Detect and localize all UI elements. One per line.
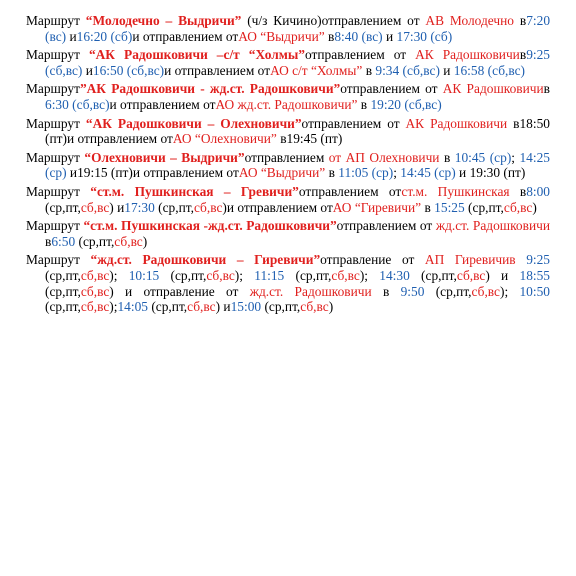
route-text: ) и bbox=[109, 199, 125, 215]
departure-time: 17:30 bbox=[124, 199, 155, 215]
route-text: и bbox=[82, 62, 93, 78]
departure-time: 8:00 bbox=[526, 183, 550, 199]
route-text: ) bbox=[328, 299, 334, 315]
route-text: и bbox=[66, 165, 78, 181]
departure-time: 16:58 (сб,вс) bbox=[453, 62, 526, 78]
route-place: АО “Гиревичи” bbox=[332, 199, 422, 215]
route-text: (ср,пт, bbox=[464, 199, 504, 215]
route-text: (ср,пт, bbox=[45, 283, 81, 299]
route-text: ) и bbox=[215, 299, 231, 315]
route-text: (ср,пт, bbox=[284, 267, 332, 283]
route-text: в bbox=[439, 149, 455, 165]
route-place: АК Радошковичи bbox=[415, 47, 520, 63]
departure-time: 10:15 bbox=[128, 267, 160, 283]
route-place: АО жд.ст. Радошковичи” bbox=[215, 96, 358, 112]
route-text: отправлением от bbox=[340, 81, 443, 97]
departure-time: 11:15 bbox=[254, 267, 285, 283]
route-text: в bbox=[543, 81, 550, 97]
route-entry bbox=[26, 252, 550, 314]
route-place: сб,вс bbox=[80, 299, 110, 315]
route-text: в bbox=[45, 233, 52, 249]
route-text: ); bbox=[109, 299, 118, 315]
route-entry bbox=[26, 184, 550, 215]
route-place: сб,вс bbox=[503, 199, 533, 215]
departure-time: 7:20 (вс) bbox=[45, 13, 551, 44]
route-text: в bbox=[514, 13, 527, 28]
route-place: ст.м. Пушкинская bbox=[401, 183, 510, 199]
route-text: Маршрут bbox=[26, 149, 85, 165]
route-place: АП Гиревичив bbox=[424, 252, 516, 268]
departure-time: 11:05 (ср) bbox=[338, 165, 394, 181]
route-name: “АК Радошковичи – Олехновичи” bbox=[85, 115, 302, 131]
route-text: (ср,пт, bbox=[75, 233, 115, 249]
route-name: “Олехновичи – Выдричи” bbox=[84, 149, 245, 165]
route-text: (ср,пт, bbox=[45, 299, 81, 315]
route-place: АК Радошковичи bbox=[442, 81, 544, 97]
route-place: сб,вс bbox=[300, 299, 329, 315]
route-text: отправлением от bbox=[336, 218, 436, 234]
route-text: отправление от bbox=[320, 252, 425, 268]
route-text: ) bbox=[532, 199, 537, 215]
route-entry bbox=[26, 13, 550, 44]
route-text: в bbox=[421, 199, 435, 215]
route-text: и отправлением от bbox=[132, 28, 239, 44]
route-name: “жд.ст. Радошковичи – Гиревичи” bbox=[90, 252, 321, 268]
departure-time: 10:45 (ср) bbox=[454, 149, 512, 165]
departure-time: 14:05 bbox=[117, 299, 148, 315]
route-place: АО “Выдричи” bbox=[238, 165, 326, 181]
route-place: АК Радошковичи bbox=[405, 115, 508, 131]
departure-time: 15:25 bbox=[434, 199, 465, 215]
route-text: (ср,пт, bbox=[147, 299, 188, 315]
route-text: и bbox=[439, 62, 454, 78]
route-entry bbox=[26, 218, 550, 249]
route-text: в bbox=[276, 131, 287, 147]
route-text: Маршрут bbox=[26, 81, 80, 97]
route-text: и отправлением от bbox=[109, 96, 216, 112]
route-text: в bbox=[324, 28, 335, 44]
route-text: (ср,пт, bbox=[409, 267, 457, 283]
route-text: и bbox=[382, 28, 397, 44]
route-text: в bbox=[371, 283, 401, 299]
route-place: сб,вс bbox=[193, 199, 223, 215]
departure-time: 18:55 bbox=[519, 267, 551, 283]
route-text: (ср,пт, bbox=[159, 267, 207, 283]
route-text: (ср,пт, bbox=[154, 199, 194, 215]
route-text: ) и отправление от bbox=[109, 283, 250, 299]
route-text: ); bbox=[500, 283, 520, 299]
route-text: )и отправлением от bbox=[222, 199, 333, 215]
departure-time: 6:30 (сб,вс) bbox=[45, 96, 110, 112]
route-text: в bbox=[509, 183, 527, 199]
route-entry bbox=[26, 81, 550, 112]
route-place: сб,вс bbox=[80, 199, 110, 215]
route-place: сб,вс bbox=[114, 233, 143, 249]
route-text: (ср,пт, bbox=[45, 267, 81, 283]
route-schedule-document bbox=[26, 13, 550, 318]
route-text: Маршрут bbox=[26, 115, 86, 131]
departure-time: 9:25 (сб,вс) bbox=[45, 47, 550, 78]
route-place: сб,вс bbox=[456, 267, 486, 283]
route-text: (ср,пт, bbox=[424, 283, 472, 299]
route-place: АВ Молодечно bbox=[425, 13, 514, 28]
route-name: “АК Радошковичи –с/т “Холмы” bbox=[88, 47, 306, 63]
route-text: Маршрут bbox=[26, 13, 86, 28]
route-place: жд.ст. Радошковичи bbox=[249, 283, 372, 299]
route-text: отправлением от bbox=[305, 47, 416, 63]
route-place: сб,вс bbox=[331, 267, 360, 283]
route-text: Маршрут bbox=[26, 47, 89, 63]
route-text: 19:15 (пт) bbox=[77, 165, 133, 181]
departure-time: 9:25 bbox=[526, 252, 550, 268]
route-text: в bbox=[357, 96, 371, 112]
route-text: (ср,пт, bbox=[45, 199, 81, 215]
route-text: отправлением от bbox=[298, 183, 402, 199]
route-place: сб,вс bbox=[206, 267, 235, 283]
route-text: и отправлением от bbox=[66, 131, 173, 147]
departure-time: 14:30 bbox=[379, 267, 410, 283]
route-text: 19:45 (пт) bbox=[286, 131, 343, 147]
route-text: в bbox=[519, 47, 527, 63]
route-text: и bbox=[66, 28, 77, 44]
route-place: АО “Выдричи” bbox=[238, 28, 325, 44]
route-text: ; bbox=[393, 165, 401, 181]
route-text: и отправлением от bbox=[164, 62, 271, 78]
route-name: “ст.м. Пушкинская -жд.ст. Радошковичи” bbox=[83, 218, 337, 234]
departure-time: 15:00 bbox=[230, 299, 262, 315]
route-text bbox=[516, 252, 527, 267]
route-text: и bbox=[455, 165, 470, 181]
departure-time: 6:50 bbox=[51, 233, 76, 249]
route-text: ); bbox=[359, 267, 380, 283]
route-text: отправлением от bbox=[301, 115, 406, 131]
departure-time: 19:20 (сб,вс) bbox=[370, 96, 442, 112]
route-entry bbox=[26, 47, 550, 78]
route-text: 19:30 (пт) bbox=[469, 165, 526, 181]
route-text: ) и bbox=[485, 267, 520, 283]
route-text: (ч/з Кичино)отправлением от bbox=[241, 13, 426, 28]
route-place: от АП Олехновичи bbox=[328, 149, 440, 165]
route-place: жд.ст. Радошковичи bbox=[435, 218, 551, 234]
route-text: отправлением bbox=[244, 149, 329, 165]
departure-time: 10:50 bbox=[519, 283, 550, 299]
route-text: Маршрут bbox=[26, 183, 91, 199]
route-text: ); bbox=[234, 267, 255, 283]
route-name: “Молодечно – Выдричи” bbox=[85, 13, 242, 28]
route-text: в bbox=[507, 115, 520, 131]
departure-time: 9:34 (сб,вс) bbox=[375, 62, 440, 78]
route-text: Маршрут bbox=[26, 252, 91, 268]
route-text: и отправлением от bbox=[132, 165, 239, 181]
route-text: ; bbox=[511, 149, 520, 165]
route-place: сб,вс bbox=[80, 267, 110, 283]
route-entry bbox=[26, 116, 550, 147]
route-place: АО с/т “Холмы” bbox=[270, 62, 363, 78]
route-place: сб,вс bbox=[80, 283, 110, 299]
departure-time: 8:40 (вс) bbox=[334, 28, 383, 44]
route-name: ”АК Радошковичи - жд.ст. Радошковичи” bbox=[79, 81, 341, 97]
route-text: ); bbox=[109, 267, 129, 283]
departure-time: 9:50 bbox=[400, 283, 425, 299]
route-place: АО “Олехновичи” bbox=[172, 131, 277, 147]
route-text: (ср,пт, bbox=[261, 299, 301, 315]
route-name: “ст.м. Пушкинская – Гревичи” bbox=[90, 183, 299, 199]
departure-time: 16:20 (сб) bbox=[76, 28, 133, 44]
departure-time: 17:30 (сб) bbox=[396, 28, 453, 44]
route-entry bbox=[26, 150, 550, 181]
route-text: в bbox=[325, 165, 339, 181]
route-text: Маршрут bbox=[26, 218, 84, 234]
departure-time: 14:25 (ср) bbox=[45, 149, 550, 181]
route-place: сб,вс bbox=[471, 283, 500, 299]
route-text: ) bbox=[142, 233, 148, 249]
route-text: в bbox=[362, 62, 376, 78]
route-place: сб,вс bbox=[187, 299, 216, 315]
departure-time: 16:50 (сб,вс) bbox=[92, 62, 165, 78]
departure-time: 14:45 (ср) bbox=[400, 165, 456, 181]
route-text: 18:50 (пт) bbox=[45, 115, 550, 147]
